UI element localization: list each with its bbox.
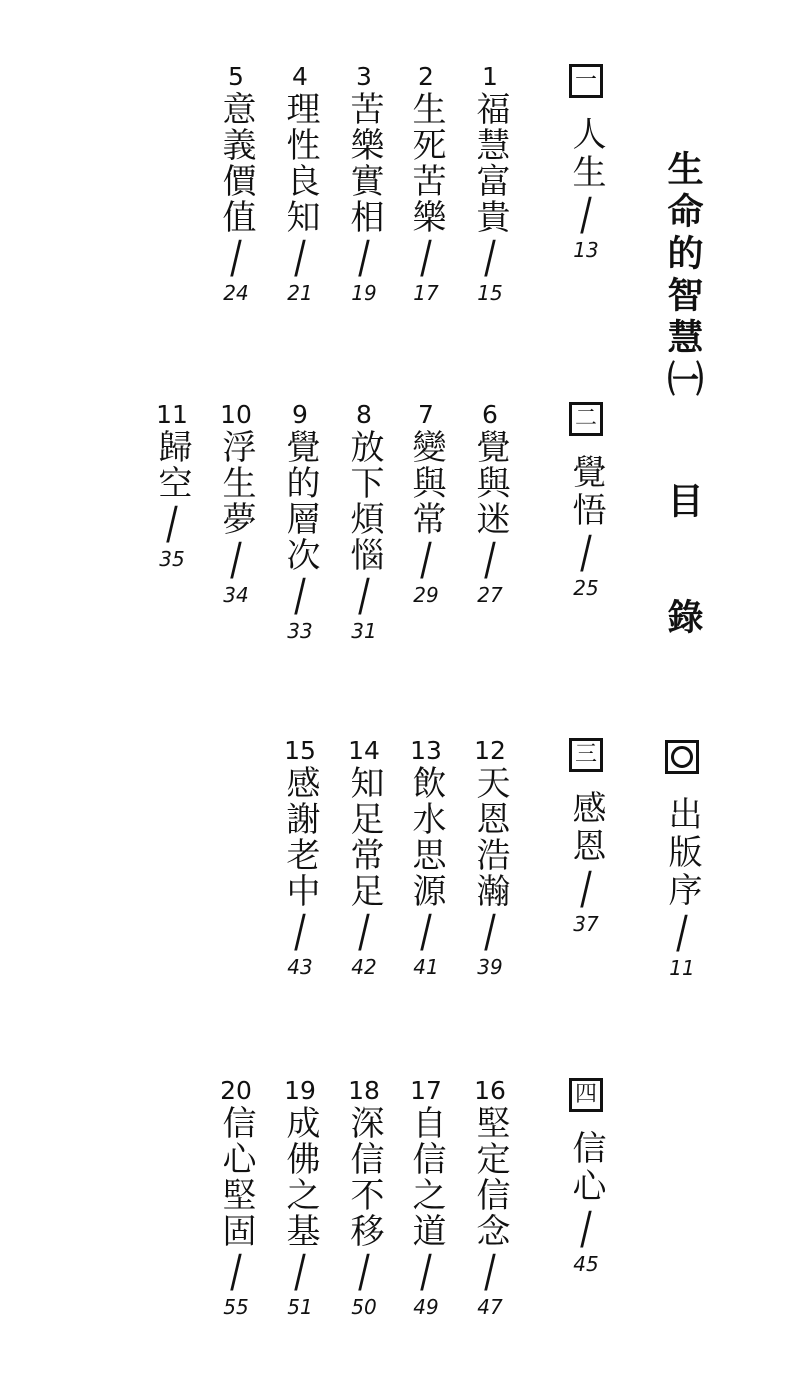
page-separator: / — [358, 232, 370, 284]
page-separator: / — [420, 906, 432, 958]
entry-number: 12 — [474, 736, 506, 765]
entry-title: 浮生夢 — [216, 429, 256, 537]
entry-page-number: 33 — [287, 619, 313, 643]
section-number-box: 一 — [569, 64, 603, 98]
page-separator: / — [484, 906, 496, 958]
page-separator: / — [230, 1246, 242, 1298]
entry-page-number: 17 — [413, 281, 439, 305]
entry-number: 1 — [482, 62, 498, 91]
section-heading-label: 感恩 — [566, 790, 606, 866]
page-separator: / — [294, 232, 306, 284]
toc-entry[interactable] — [216, 402, 256, 605]
page-separator: / — [484, 1246, 496, 1298]
entry-page-number: 39 — [477, 955, 503, 979]
toc-entry[interactable] — [406, 738, 446, 977]
book-title: 生命的智慧㈠ — [662, 150, 703, 402]
page-separator: / — [358, 1246, 370, 1298]
entry-number: 20 — [220, 1076, 252, 1105]
entry-number: 11 — [156, 400, 188, 429]
section-heading-2[interactable] — [566, 402, 606, 598]
page-separator: / — [580, 527, 592, 579]
toc-entry[interactable] — [280, 402, 320, 641]
toc-entry[interactable] — [470, 1078, 510, 1317]
entry-number: 9 — [292, 400, 308, 429]
toc-entry[interactable] — [280, 64, 320, 303]
entry-page-number: 19 — [351, 281, 377, 305]
toc-entry[interactable] — [344, 402, 384, 641]
section-number-box: 四 — [569, 1078, 603, 1112]
entry-title: 意義價值 — [216, 91, 256, 235]
entry-title: 放下煩惱 — [344, 429, 384, 573]
entry-title: 堅定信念 — [470, 1105, 510, 1249]
entry-number: 18 — [348, 1076, 380, 1105]
toc-entry[interactable] — [470, 738, 510, 977]
page-separator: / — [358, 570, 370, 622]
toc-entry[interactable] — [406, 64, 446, 303]
entry-page-number: 47 — [477, 1295, 503, 1319]
book-title-column — [662, 150, 702, 402]
entry-number: 4 — [292, 62, 308, 91]
section-page-number: 25 — [573, 576, 599, 600]
entry-title: 歸空 — [152, 429, 192, 501]
page-separator: / — [230, 232, 242, 284]
entry-page-number: 15 — [477, 281, 503, 305]
section-heading-4[interactable] — [566, 1078, 606, 1274]
section-page-number: 37 — [573, 912, 599, 936]
entry-number: 8 — [356, 400, 372, 429]
entry-number: 16 — [474, 1076, 506, 1105]
page-separator: / — [166, 498, 178, 550]
entry-page-number: 49 — [413, 1295, 439, 1319]
entry-number: 14 — [348, 736, 380, 765]
entry-page-number: 41 — [413, 955, 439, 979]
page-separator: / — [580, 863, 592, 915]
entry-title: 深信不移 — [344, 1105, 384, 1249]
section-number-box: 二 — [569, 402, 603, 436]
entry-number: 3 — [356, 62, 372, 91]
page-separator: / — [484, 534, 496, 586]
contents-label: 目錄 — [662, 482, 703, 714]
toc-entry[interactable] — [216, 1078, 256, 1317]
section-heading-3[interactable] — [566, 738, 606, 934]
entry-number: 2 — [418, 62, 434, 91]
entry-page-number: 35 — [159, 547, 185, 571]
page-separator: / — [420, 534, 432, 586]
toc-entry[interactable] — [406, 402, 446, 605]
page-separator: / — [358, 906, 370, 958]
entry-page-number: 24 — [223, 281, 249, 305]
toc-entry[interactable] — [152, 402, 192, 569]
entry-page-number: 42 — [351, 955, 377, 979]
contents-label-column — [662, 482, 702, 714]
page-separator: / — [580, 189, 592, 241]
entry-page-number: 27 — [477, 583, 503, 607]
entry-page-number: 29 — [413, 583, 439, 607]
entry-title: 天恩浩瀚 — [470, 765, 510, 909]
toc-entry[interactable] — [406, 1078, 446, 1317]
page-separator: / — [420, 1246, 432, 1298]
section-heading-label: 人生 — [566, 116, 606, 192]
page-separator: / — [294, 570, 306, 622]
entry-number: 17 — [410, 1076, 442, 1105]
toc-entry[interactable] — [280, 738, 320, 977]
circle-marker-icon — [665, 740, 699, 774]
entry-title: 自信之道 — [406, 1105, 446, 1249]
section-heading-1[interactable] — [566, 64, 606, 260]
toc-entry[interactable] — [344, 738, 384, 977]
toc-entry[interactable] — [470, 64, 510, 303]
section-page-number: 13 — [573, 238, 599, 262]
toc-entry[interactable] — [216, 64, 256, 303]
entry-page-number: 21 — [287, 281, 313, 305]
toc-entry[interactable] — [470, 402, 510, 605]
preface-label: 出版序 — [662, 796, 702, 910]
entry-title: 成佛之基 — [280, 1105, 320, 1249]
entry-number: 6 — [482, 400, 498, 429]
section-page-number: 45 — [573, 1252, 599, 1276]
entry-title: 變與常 — [406, 429, 446, 537]
entry-number: 5 — [228, 62, 244, 91]
entry-title: 覺與迷 — [470, 429, 510, 537]
entry-page-number: 50 — [351, 1295, 377, 1319]
page-separator: / — [230, 534, 242, 586]
entry-page-number: 31 — [351, 619, 377, 643]
entry-title: 理性良知 — [280, 91, 320, 235]
page-separator: / — [580, 1203, 592, 1255]
page-separator: / — [294, 906, 306, 958]
page-separator: / — [676, 907, 688, 959]
page-separator: / — [294, 1246, 306, 1298]
entry-page-number: 43 — [287, 955, 313, 979]
preface-entry[interactable] — [662, 740, 702, 978]
entry-number: 13 — [410, 736, 442, 765]
entry-title: 苦樂實相 — [344, 91, 384, 235]
section-heading-label: 信心 — [566, 1130, 606, 1206]
entry-title: 知足常足 — [344, 765, 384, 909]
entry-title: 飲水思源 — [406, 765, 446, 909]
entry-page-number: 55 — [223, 1295, 249, 1319]
entry-title: 生死苦樂 — [406, 91, 446, 235]
entry-title: 信心堅固 — [216, 1105, 256, 1249]
entry-title: 感謝老中 — [280, 765, 320, 909]
toc-entry[interactable] — [344, 64, 384, 303]
entry-number: 7 — [418, 400, 434, 429]
toc-entry[interactable] — [280, 1078, 320, 1317]
toc-entry[interactable] — [344, 1078, 384, 1317]
entry-title: 覺的層次 — [280, 429, 320, 573]
page-separator: / — [420, 232, 432, 284]
entry-title: 福慧富貴 — [470, 91, 510, 235]
preface-page-number: 11 — [669, 956, 695, 980]
entry-page-number: 51 — [287, 1295, 313, 1319]
section-number-box: 三 — [569, 738, 603, 772]
entry-page-number: 34 — [223, 583, 249, 607]
entry-number: 15 — [284, 736, 316, 765]
entry-number: 19 — [284, 1076, 316, 1105]
page-separator: / — [484, 232, 496, 284]
entry-number: 10 — [220, 400, 252, 429]
section-heading-label: 覺悟 — [566, 454, 606, 530]
